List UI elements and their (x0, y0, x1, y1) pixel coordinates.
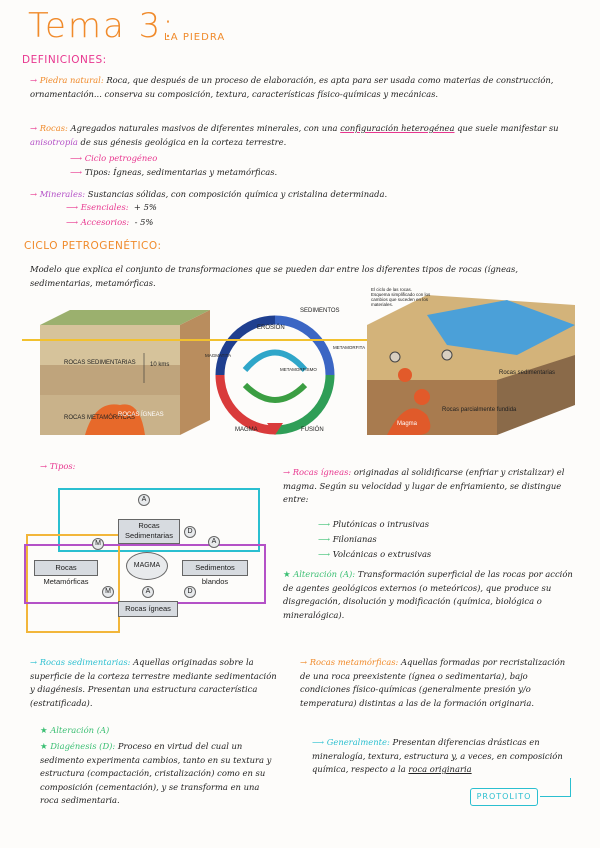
page-title: Tema 3: (28, 6, 176, 46)
def-metamorficas: → Rocas metamórficas: Aquellas formadas por recristalización de una roca preexistente (ígnea o sedimentaria), bajo condiciones físico-químicas (generalmente presión y/o temperatura) distintas a las de la formación originaria. (300, 657, 566, 708)
sed-diagenesis: ★ Diagénesis (D): Proceso en virtud del cual un sedimento experimenta cambios, tanto en su textura y estructura (compactación, cristalización) como en su composición (cementación), y se transforma en una roca sedimentaria. (40, 741, 272, 805)
igneas-plutonicas: ⟶ Plutónicas o intrusivas (318, 519, 430, 529)
protolito-connector (540, 778, 571, 797)
section-ciclo: CICLO PETROGENÉTICO: (24, 240, 162, 252)
def-minerales: → Minerales: Sustancias sólidas, con composición química y cristalina determinada. (30, 189, 388, 199)
figure-cycle-arrows: EROSIÓN SEDIMENTOS METAMORFISMO METAMORFITA MAGMATITA MAGMA FUSIÓN (205, 308, 366, 433)
def-igneas: → Rocas ígneas: originadas al solidificarse (enfriar y cristalizar) el magma. Según su velocidad y lugar de enfriamiento, se distingue entre: (283, 467, 565, 504)
yellow-line (22, 339, 374, 341)
igneas-volcanicas: ⟶ Volcánicas o extrusivas (318, 549, 432, 559)
minerales-esenciales: ⟶ Esenciales: + 5% (66, 202, 157, 212)
configuracion-heterogenea: configuración heterogénea (340, 123, 455, 133)
rocas-item-ciclo: ⟶ Ciclo petrogéneo (70, 153, 158, 163)
section-definiciones: DEFINICIONES: (22, 54, 107, 66)
node-igneas: Rocas ígneas (118, 601, 178, 617)
meta-generalmente: ⟶ Generalmente: Presentan diferencias drásticas en mineralogía, textura, estructura y, a veces, en composición química, respecto a la roca originaria (312, 737, 563, 774)
node-magma: MAGMA (126, 552, 168, 580)
term-alteracion: Alteración (A): (293, 569, 356, 579)
def-alteracion: ★ Alteración (A): Transformación superficial de las rocas por acción de agentes geológicos externos (o meteóricos), que produce su disgregación, disolución y modificación (química, biológica o mineralógica). (283, 569, 573, 620)
term-sedimentarias: Rocas sedimentarias: (39, 657, 131, 667)
term-rocas: Rocas: (39, 123, 68, 133)
roca-originaria: roca originaria (408, 764, 472, 774)
term-igneas: Rocas ígneas: (292, 467, 352, 477)
def-sedimentarias: → Rocas sedimentarias: Aquellas originadas sobre la superficie de la corteza terrestre mediante sedimentación y diagénesis. Presentan una estructura característica (estratificada). (30, 657, 277, 708)
rock-cycle-diagram: Rocas Sedimentarias Rocas Metamórficas Sedimentos blandos Rocas ígneas MAGMA A D A D M M A (22, 486, 272, 636)
protolito-box: PROTOLITO (470, 788, 538, 806)
minerales-accesorios: ⟶ Accesorios: - 5% (66, 217, 154, 227)
rocas-item-tipos: ⟶ Tipos: Ígneas, sedimentarias y metamórficas. (70, 167, 278, 177)
def-piedra: → Piedra natural: Roca, que después de un proceso de elaboración, es apta para ser usada como materias de construcción, ornamentación... conserva su composición, textura, características físico-químicas y mecánicas. (30, 75, 554, 99)
page-subtitle: LA PIEDRA (164, 32, 226, 43)
node-metamorficas: Rocas Metamórficas (34, 560, 98, 576)
figure-rock-cycle-illustration: El ciclo de las rocas. Esquema simplificado con los cambios que suceden en los materiales. Rocas sedimentarias Rocas parcialmente fundida Magma (367, 285, 575, 440)
ciclo-text: Modelo que explica el conjunto de transformaciones que se pueden dar entre los diferentes tipos de rocas (ígneas, sedimentarias, metamórficas. (30, 264, 518, 288)
term-piedra: Piedra natural: (39, 75, 104, 85)
term-metamorficas: Rocas metamórficas: (309, 657, 399, 667)
figure-strata-block: ROCAS SEDIMENTARIAS ROCAS METAMÓRFICAS ROCAS ÍGNEAS 10 kms (40, 305, 210, 440)
node-sedimentarias: Rocas Sedimentarias (118, 519, 180, 544)
node-sedimentos: Sedimentos blandos (182, 560, 248, 576)
tipos-heading: → Tipos: (40, 461, 76, 471)
igneas-filonianas: ⟶ Filonianas (318, 534, 377, 544)
sed-alteracion: ★ Alteración (A) (40, 725, 110, 735)
term-minerales: Minerales: (39, 189, 86, 199)
def-rocas: → Rocas: Agregados naturales masivos de diferentes minerales, con una configuración heterogénea que suele manifestar su anisotropía de sus génesis geológica en la corteza terrestre. (30, 123, 559, 147)
